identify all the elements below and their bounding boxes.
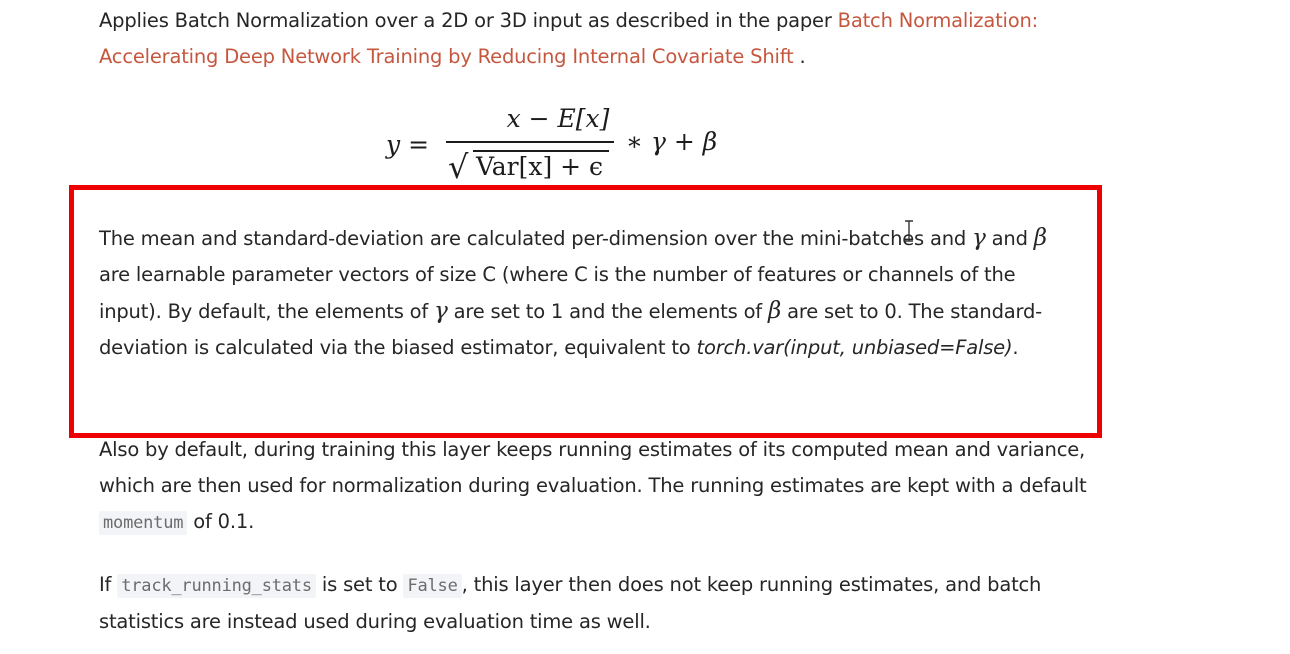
formula-lhs: y = [386,130,430,159]
hp-text-2: and [985,227,1034,250]
false-code: False [403,574,461,598]
tp-text-3: , this layer then does not keep running estimates, and batch statistics are instead used during evaluation time as well. [99,573,1042,633]
intro-text: Applies Batch Normalization over a 2D or 3D input as described in the paper [99,9,838,32]
highlighted-paragraph [99,220,1079,366]
momentum-paragraph [99,432,1089,541]
formula-radicand: Var[x] + ϵ [476,152,604,181]
tp-text-2: is set to [315,573,404,596]
gamma-symbol: γ [972,225,986,251]
batchnorm-formula [380,100,740,192]
formula-rhs: ∗ γ + β [626,127,718,156]
beta-symbol-2: β [767,298,782,324]
text-cursor-icon [903,220,915,242]
hp-text-3: are learnable parameter vectors of size C (where C is the number of features or channels of the input). By default, the elements of [99,263,1016,323]
beta-symbol: β [1033,225,1047,251]
tracking-paragraph [99,567,1089,640]
intro-paragraph [99,3,1089,75]
hp-text-6: . [1012,336,1019,359]
torch-var-reference: torch.var(input, unbiased=False) [696,336,1013,359]
intro-end: . [793,45,806,68]
fraction-bar [446,141,614,143]
mp-text-1: Also by default, during training this layer keeps running estimates of its computed mean and variance, which are then used for normalization during evaluation. The running estimates are kept with a default [99,438,1087,497]
track-running-stats-code: track_running_stats [117,574,316,598]
mp-text-2: of 0.1. [187,510,255,533]
hp-text-1: The mean and standard-deviation are calculated per-dimension over the mini-batches and [99,227,973,250]
momentum-code: momentum [99,511,187,535]
paper-link[interactable]: Batch Normalization: Accelerating Deep Network Training by Reducing Internal Covariate Shift [99,9,1039,68]
hp-text-5: are set to 0. The standard-deviation is calculated via the biased estimator, equivalent to [99,300,1042,359]
formula-numerator: x − E[x] [506,104,610,133]
gamma-symbol-2: γ [434,298,448,324]
tp-text-1: If [99,573,118,596]
hp-text-4: are set to 1 and the elements of [447,300,768,323]
sqrt-symbol: √ [448,148,469,186]
